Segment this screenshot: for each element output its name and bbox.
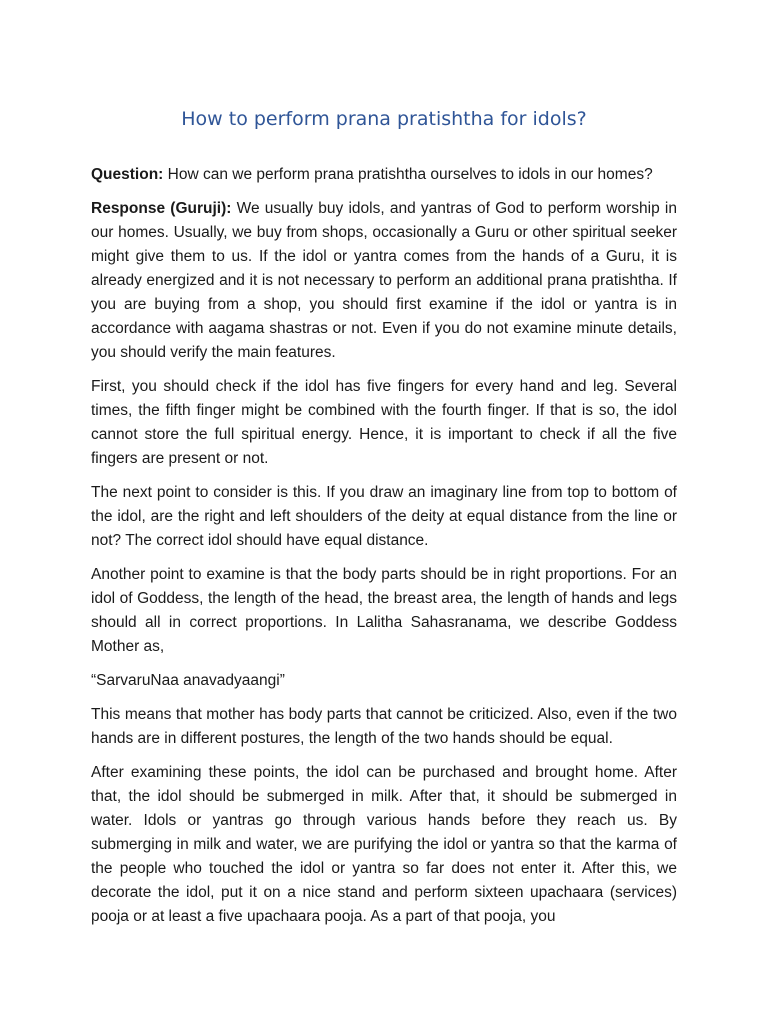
paragraph-meaning: This means that mother has body parts that cannot be criticized. Also, even if the two hands are in different postures, the length of the two hands should be equal. [91,706,677,747]
paragraph-fingers: First, you should check if the idol has five fingers for every hand and leg. Several times, the fifth finger might be combined with the fourth finger. If that is so, the idol cannot store the full spiritual energy. Hence, it is important to check if all the five fingers are present or not. [91,378,677,467]
response-paragraph [91,197,677,365]
quote-paragraph: “SarvaruNaa anavadyaangi” [91,672,285,689]
paragraph-shoulders: The next point to consider is this. If you draw an imaginary line from top to bottom of the idol, are the right and left shoulders of the deity at equal distance from the line or not? The correct idol should have equal distance. [91,484,677,549]
page-title: How to perform prana pratishtha for idols? [181,108,587,130]
question-text: How can we perform prana pratishtha ourselves to idols in our homes? [163,166,653,183]
paragraph-purification: After examining these points, the idol can be purchased and brought home. After that, the idol should be submerged in milk. After that, it should be submerged in water. Idols or yantras go through various hands before they reach us. By submerging in milk and water, we are purifying the idol or yantra so that the karma of the people who touched the idol or yantra so far does not enter it. After this, we decorate the idol, put it on a nice stand and perform sixteen upachaara (services) pooja or at least a five upachaara pooja. As a part of that pooja, you [91,764,677,925]
question-paragraph [91,163,677,187]
document-body [91,163,677,939]
question-label: Question: [91,166,164,183]
paragraph-proportions: Another point to examine is that the body parts should be in right proportions. For an idol of Goddess, the length of the head, the breast area, the length of hands and legs should all in correct proportions. In Lalitha Sahasranama, we describe Goddess Mother as, [91,566,677,655]
response-label: Response (Guruji): [91,200,232,217]
response-text: We usually buy idols, and yantras of God to perform worship in our homes. Usually, we buy from shops, occasionally a Guru or other spiritual seeker might give them to us. If the idol or yantra comes from the hands of a Guru, it is already energized and it is not necessary to perform an additional prana pratishtha. If you are buying from a shop, you should first examine if the idol or yantra is in accordance with aagama shastras or not. Even if you do not examine minute details, you should verify the main features. [91,200,677,361]
